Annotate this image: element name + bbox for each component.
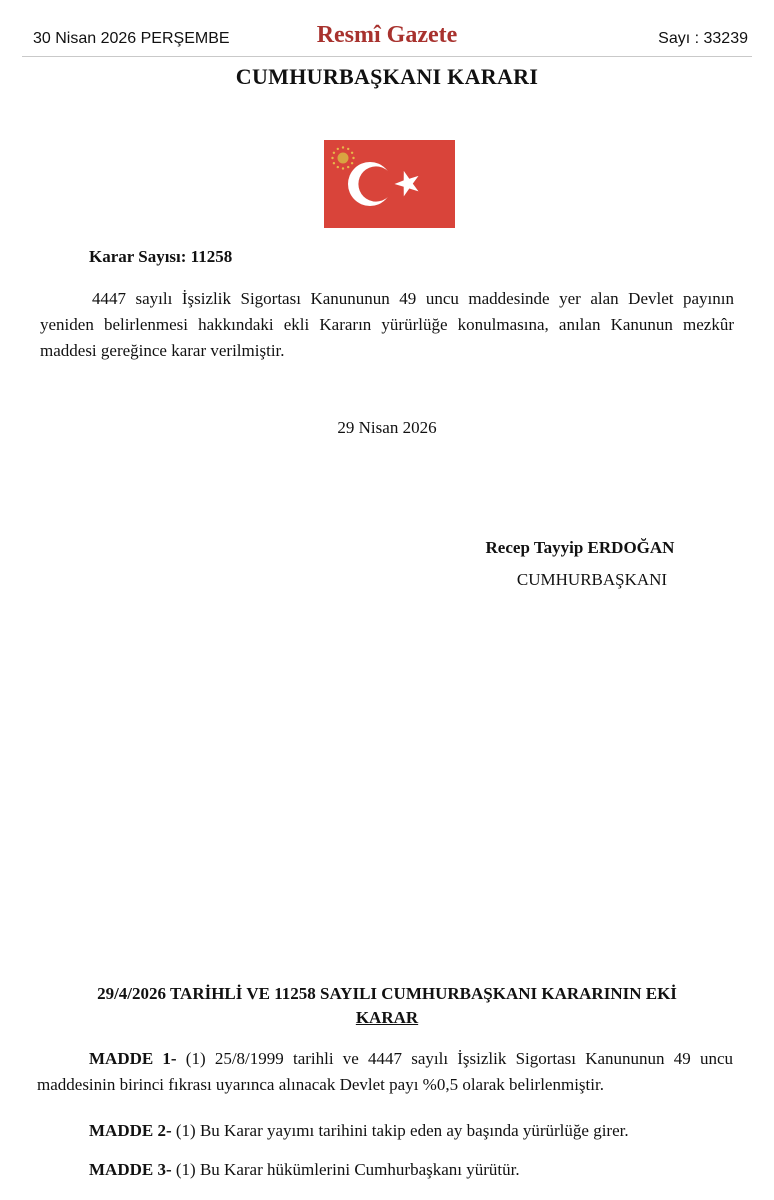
decision-body: 4447 sayılı İşsizlik Sigortası Kanununun 49 uncu maddesinde yer alan Devlet payının yeniden belirlenmesi hakkındaki ekli Kararın yürürlüğe konulmasına, anılan Kanunun mezkûr maddesi gereğince karar verilmiştir.: [40, 289, 734, 360]
decision-number: Karar Sayısı: 11258: [89, 247, 233, 266]
article-text: (1) Bu Karar yayımı tarihini takip eden ay başında yürürlüğe girer.: [171, 1121, 629, 1140]
signer-name: Recep Tayyip ERDOĞAN: [485, 538, 675, 557]
header-date: 30 Nisan 2026 PERŞEMBE: [33, 30, 230, 47]
annex-title: [0, 982, 774, 1030]
article-text: (1) Bu Karar hükümlerini Cumhurbaşkanı yürütür.: [171, 1160, 520, 1179]
article-label: MADDE 2-: [89, 1121, 172, 1140]
article-text: (1) 25/8/1999 tarihli ve 4447 sayılı İşsizlik Sigortası Kanununun 49 uncu maddesinin birinci fıkrası uyarınca alınacak Devlet payı %0,5 olarak belirlenmiştir.: [37, 1049, 733, 1094]
article-3: [37, 1157, 733, 1183]
signer-title: CUMHURBAŞKANI: [516, 570, 668, 589]
gazette-header: [0, 0, 774, 58]
turkish-flag-icon: [324, 140, 455, 228]
header-divider: [22, 56, 752, 57]
decision-date: 29 Nisan 2026: [337, 418, 437, 437]
issue-number: Sayı : 33239: [658, 30, 748, 47]
annex-title-line1: 29/4/2026 TARİHLİ VE 11258 SAYILI CUMHURBAŞKANI KARARININ EKİ: [97, 984, 677, 1003]
gazette-name: Resmî Gazete: [316, 22, 458, 48]
article-label: MADDE 1-: [89, 1049, 177, 1068]
annex-title-line2: KARAR: [355, 1008, 419, 1027]
document-title: CUMHURBAŞKANI KARARI: [235, 64, 539, 89]
article-label: MADDE 3-: [89, 1160, 172, 1179]
article-1: [37, 1046, 733, 1098]
article-2: [37, 1118, 733, 1144]
